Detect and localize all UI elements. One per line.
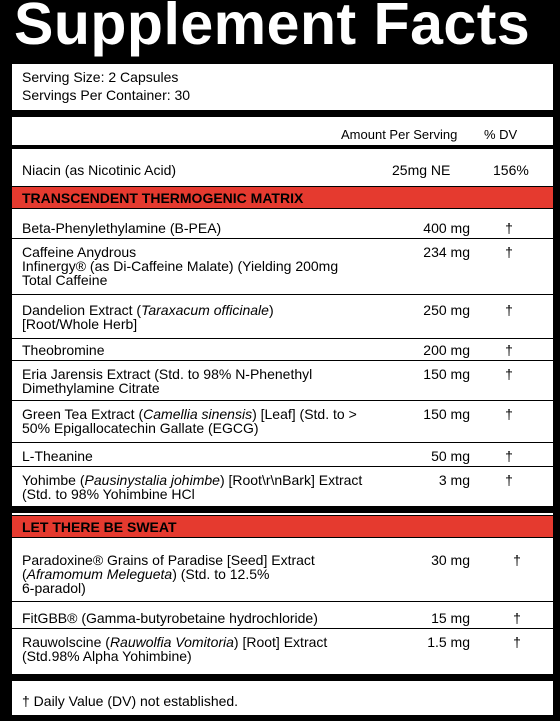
row-name-line2: [Root/Whole Herb] [22,316,138,332]
section-title: TRANSCENDENT THERMOGENIC MATRIX [22,190,304,206]
row-name-line3: Total Caffeine [22,272,108,288]
dagger-mark: † [505,366,513,382]
row-name-line2: (Std. to 98% Yohimbine HCl [22,486,195,502]
dagger-mark: † [505,302,513,318]
dagger-mark: † [513,634,521,650]
dagger-mark: † [513,610,521,626]
row-name-line2: (Aframomum Melegueta) (Std. to 12.5% [22,566,270,582]
row-name: Dandelion Extract (Taraxacum officinale) [22,302,274,318]
row-name-line3: 6-paradol) [22,580,86,596]
serving-size: Serving Size: 2 Capsules [22,69,179,85]
dagger-mark: † [505,406,513,422]
section-title: LET THERE BE SWEAT [22,519,177,535]
row-amount: 250 mg [423,302,470,318]
row-name: Caffeine Anydrous [22,244,137,260]
row-divider [12,294,553,295]
row-name: L-Theanine [22,448,93,464]
row-name: Niacin (as Nicotinic Acid) [22,162,177,178]
row-name: Beta-Phenylethylamine (B-PEA) [22,220,222,236]
row-amount: 15 mg [431,610,470,626]
footnote: † Daily Value (DV) not established. [22,693,239,709]
row-divider [12,338,553,339]
row-dv: 156% [493,162,529,178]
row-divider [12,400,553,401]
row-amount: 30 mg [431,552,470,568]
row-amount: 25mg NE [392,162,451,178]
facts-panel [12,64,553,715]
header-divider [12,145,553,149]
dagger-mark: † [505,342,513,358]
row-name-line2: 50% Epigallocatechin Gallate (EGCG) [22,420,259,436]
row-name-line2: Dimethylamine Citrate [22,380,160,396]
row-divider [12,442,553,443]
row-amount: 3 mg [438,472,470,488]
section-header-sweat [12,515,553,538]
row-divider [12,601,553,602]
dv-header: % DV [484,127,518,142]
row-amount: 50 mg [431,448,470,464]
row-name: FitGBB® (Gamma-butyrobetaine hydrochloride) [22,610,318,626]
row-name: Theobromine [22,342,105,358]
page-title: Supplement Facts [14,0,531,57]
row-amount: 200 mg [423,342,470,358]
row-name-line2: (Std.98% Alpha Yohimbine) [22,648,192,664]
dagger-mark: † [505,244,513,260]
servings-per-container: Servings Per Container: 30 [22,87,191,103]
row-name: Paradoxine® Grains of Paradise [Seed] Extract [22,552,315,568]
dagger-mark: † [505,472,513,488]
row-amount: 150 mg [423,406,470,422]
row-divider [12,466,553,467]
thick-divider [12,506,553,513]
row-amount: 234 mg [423,244,470,260]
thick-divider [12,674,553,681]
amount-header: Amount Per Serving [341,127,458,142]
row-name: Rauwolscine (Rauwolfia Vomitoria) [Root] Extract [22,634,328,650]
row-name: Eria Jarensis Extract (Std. to 98% N-Phenethyl [22,366,313,382]
row-divider [12,360,553,361]
row-amount: 1.5 mg [427,634,470,650]
row-name: Green Tea Extract (Camellia sinensis) [Leaf] (Std. to > [22,406,357,422]
dagger-mark: † [505,448,513,464]
thick-divider [12,110,553,117]
section-header-thermogenic [12,186,553,209]
row-amount: 400 mg [423,220,470,236]
dagger-mark: † [505,220,513,236]
row-divider [12,628,553,629]
row-divider [12,238,553,239]
row-name: Yohimbe (Pausinystalia johimbe) [Root\r\nBark] Extract [22,472,363,488]
dagger-mark: † [513,552,521,568]
row-amount: 150 mg [423,366,470,382]
row-name-line2: Infinergy® (as Di-Caffeine Malate) (Yielding 200mg [22,258,339,274]
